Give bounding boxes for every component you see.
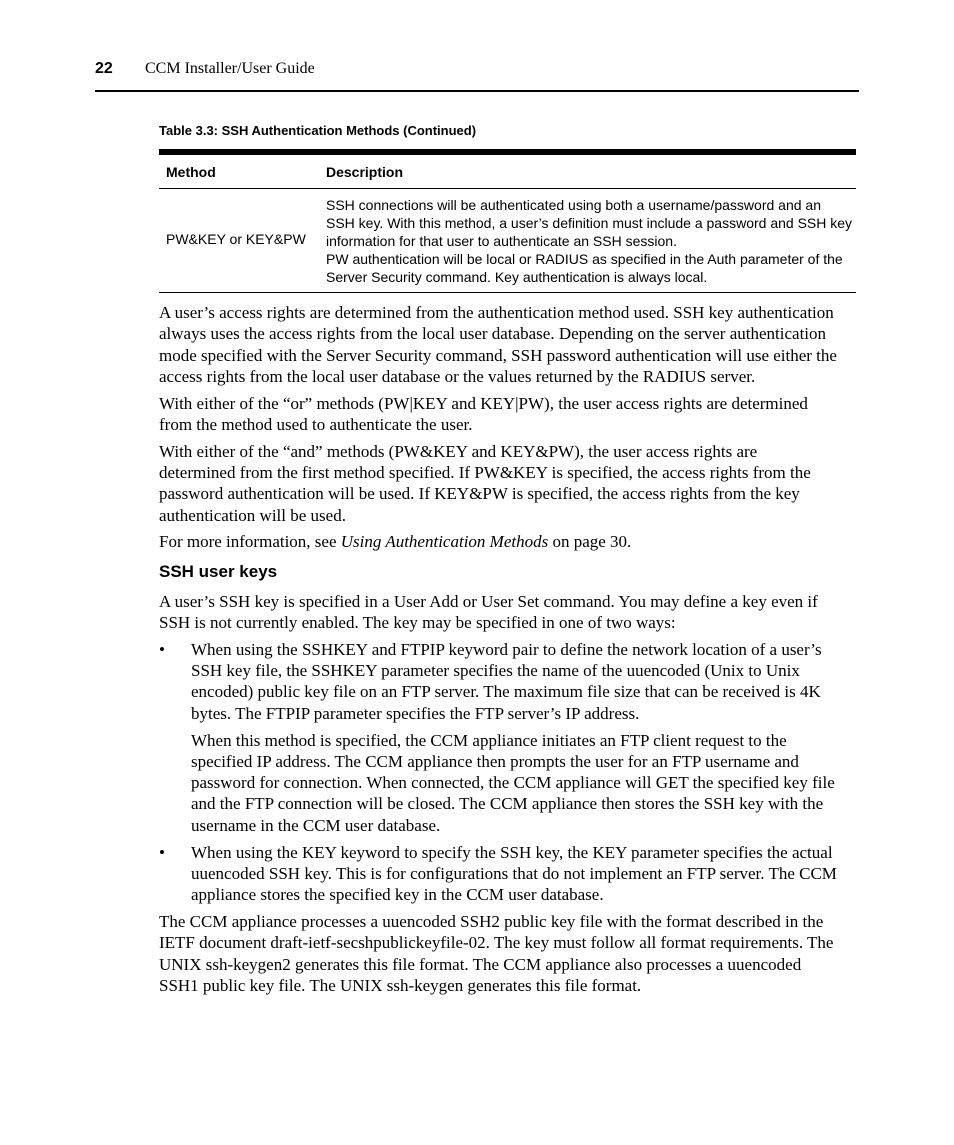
paragraph-more-info [159,531,859,552]
column-header-method: Method [166,164,216,180]
cell-description [326,196,854,286]
description-line: SSH connections will be authenticated using both a username/password and an [326,197,821,213]
running-title: CCM Installer/User Guide [145,60,315,77]
text-line: With either of the “or” methods (PW|KEY and KEY|PW), the user access rights are determined [159,393,808,413]
text-line: username in the CCM user database. [191,815,441,835]
bullet-icon: • [159,842,165,862]
text-line: IETF document draft-ietf-secshpublickeyfile-02. The key must follow all format requirements. The [159,933,834,953]
text-line: bytes. The FTPIP parameter specifies the FTP server’s IP address. [191,703,640,723]
text-line: A user’s access rights are determined from the authentication method used. SSH key authentication [159,303,834,322]
text-line: uuencoded SSH key. This is for configurations that do not implement an FTP server. The CCM [191,863,837,883]
description-line: Server Security command. Key authentication is always local. [326,269,708,285]
bullet-item-key [159,842,859,906]
paragraph-and-methods [159,441,859,526]
text-line: access rights from the local user database or the values returned by the RADIUS server. [159,366,756,386]
text-line: specified IP address. The CCM appliance then prompts the user for an FTP username and [191,751,799,771]
ssh-auth-methods-table [159,149,856,293]
cross-reference-link[interactable]: Using Authentication Methods [340,532,549,552]
column-header-description: Description [326,164,404,180]
section-heading: SSH user keys [159,561,278,581]
description-line: SSH key. With this method, a user’s definition must include a password and SSH key [326,215,853,231]
page-number: 22 [95,60,113,77]
text-line: password authentication will be used. If KEY&PW is specified, the access rights from the key [159,484,800,504]
text-line: SSH key file, the SSHKEY parameter specifies the name of the uuencoded (Unix to Unix [191,661,800,681]
paragraph-key-spec [159,591,859,634]
description-line: PW authentication will be local or RADIUS as specified in the Auth parameter of the [326,251,843,267]
more-info-text: For more information, see [159,532,341,552]
paragraph-key-format [159,911,859,996]
body-text [159,302,859,1002]
text-line: SSH is not currently enabled. The key may be specified in one of two ways: [159,613,676,633]
text-line: appliance stores the specified key in the CCM user database. [191,885,604,905]
text-line: A user’s SSH key is specified in a User Add or User Set command. You may define a key even if [159,591,818,611]
bullet-item-sshkey [159,639,859,724]
bullet-icon: • [159,639,165,659]
paragraph-or-methods [159,393,859,436]
text-line: always uses the access rights from the local user database. Depending on the server authentication [159,324,827,344]
cell-method: PW&KEY or KEY&PW [166,231,306,247]
text-line: determined from the first method specified. If PW&KEY is specified, the access rights from the [159,463,811,483]
page-header [95,58,859,92]
text-line: When this method is specified, the CCM appliance initiates an FTP client request to the [191,730,787,750]
text-line: SSH1 public key file. The UNIX ssh-keygen generates this file format. [159,975,642,995]
table-caption: Table 3.3: SSH Authentication Methods (Continued) [159,123,477,138]
paragraph-access-rights [159,302,859,387]
text-line: and the FTP connection will be closed. The CCM appliance then stores the SSH key with the [191,794,824,814]
text-line: The CCM appliance processes a uuencoded SSH2 public key file with the format described in the [159,911,824,931]
table-header-row [159,155,856,189]
text-line: When using the KEY keyword to specify the SSH key, the KEY parameter specifies the actual [191,842,833,862]
text-line: password for connection. When connected, the CCM appliance will GET the specified key file [191,773,835,793]
text-line: mode specified with the Server Security command, SSH password authentication will use either the [159,345,837,365]
text-line: authentication will be used. [159,505,346,525]
bullet-continuation [159,730,859,836]
text-line: With either of the “and” methods (PW&KEY and KEY&PW), the user access rights are [159,441,758,461]
text-line: encoded) public key file on an FTP server. The maximum file size that can be received is 4K [191,682,821,702]
table-row [159,189,856,293]
text-line: UNIX ssh-keygen2 generates this file format. The CCM appliance also processes a uuencoded [159,954,802,974]
description-line: information for that user to authenticate an SSH session. [326,233,677,249]
text-line: from the method used to authenticate the user. [159,414,473,434]
text-line: When using the SSHKEY and FTPIP keyword pair to define the network location of a user’s [191,639,822,659]
more-info-page: on page 30. [548,532,632,552]
